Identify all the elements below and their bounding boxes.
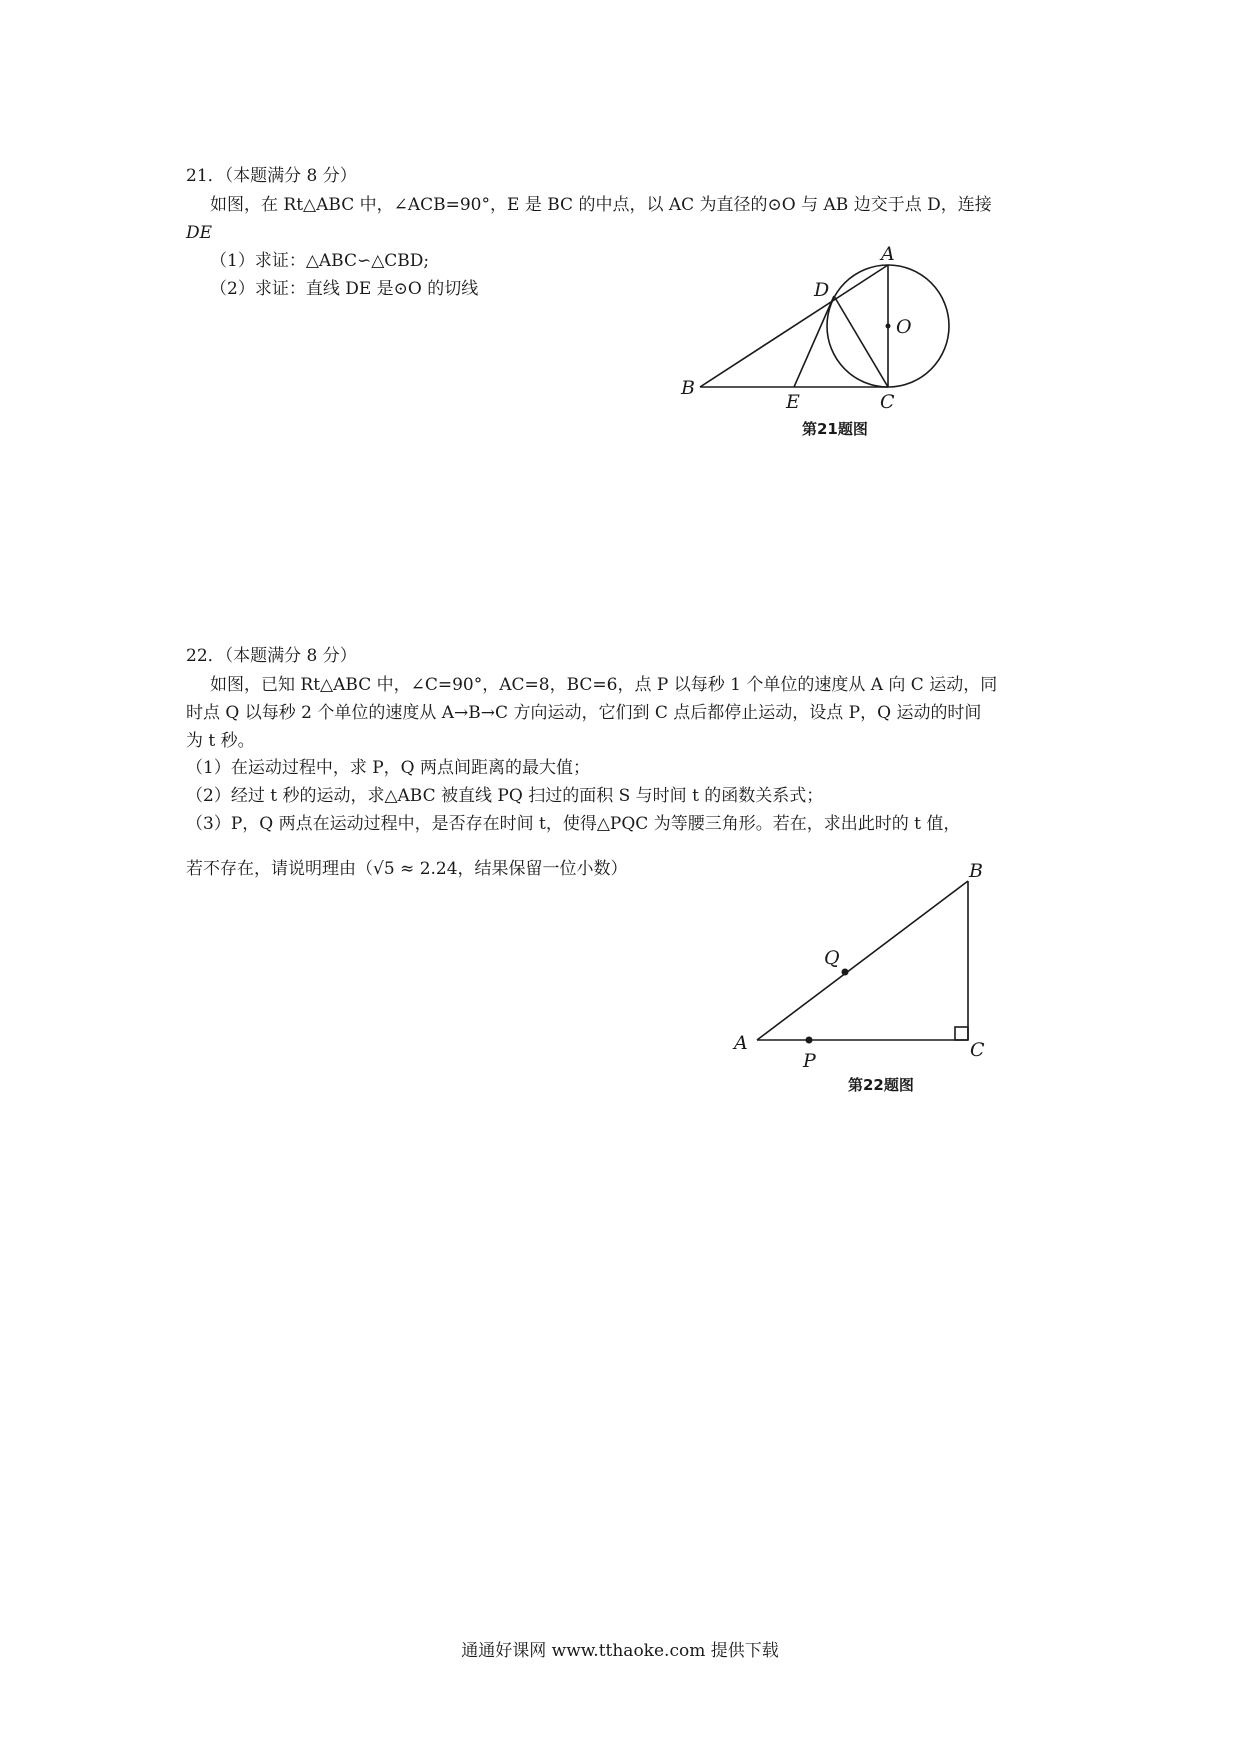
label-d: D — [814, 279, 830, 301]
point-p — [806, 1037, 813, 1044]
q22-part1: （1）在运动过程中，求 P，Q 两点间距离的最大值； — [186, 758, 590, 778]
q22-stem-line3: 为 t 秒。 — [186, 731, 255, 751]
q22-part3: （3）P，Q 两点在运动过程中，是否存在时间 t，使得△PQC 为等腰三角形。若在，求出此时的 t 值， — [186, 814, 961, 834]
q22-stem-line1: 如图，已知 Rt△ABC 中，∠C=90°，AC=8，BC=6，点 P 以每秒 1 个单位的速度从 A 向 C 运动，同 — [210, 675, 998, 695]
label-p: P — [803, 1050, 816, 1072]
label-a: A — [881, 243, 895, 265]
label-o: O — [896, 316, 912, 338]
footer-source: 通通好课网 www.tthaoke.com 提供下载 — [461, 1641, 779, 1661]
q22-part2: （2）经过 t 秒的运动，求△ABC 被直线 PQ 扫过的面积 S 与时间 t 的函数关系式； — [186, 786, 824, 806]
q22-header: 22．（本题满分 8 分） — [186, 646, 357, 666]
q22-caption: 第22题图 — [848, 1076, 914, 1094]
q22-part3-cont: 若不存在，请说明理由（√5 ≈ 2.24，结果保留一位小数） — [186, 859, 628, 879]
label-q: Q — [824, 947, 840, 969]
label-c: C — [880, 391, 895, 413]
q21-header: 21．（本题满分 8 分） — [186, 166, 357, 186]
segment-ab — [757, 881, 968, 1040]
q21-part2: （2）求证：直线 DE 是⊙O 的切线 — [210, 279, 479, 299]
label-a: A — [734, 1032, 748, 1054]
q21-stem-line2: DE — [186, 223, 213, 243]
right-angle-mark — [955, 1027, 968, 1040]
q21-caption: 第21题图 — [802, 420, 868, 438]
q22-stem-line2: 时点 Q 以每秒 2 个单位的速度从 A→B→C 方向运动，它们到 C 点后都停止运动，设点 P，Q 运动的时间 — [186, 703, 982, 723]
q21-stem-line1: 如图，在 Rt△ABC 中，∠ACB=90°，E 是 BC 的中点，以 AC 为直径的⊙O 与 AB 边交于点 D，连接 — [210, 195, 992, 215]
label-c: C — [970, 1039, 985, 1061]
q21-part1: （1）求证：△ABC∽△CBD; — [210, 251, 430, 271]
label-b: B — [681, 377, 695, 399]
label-e: E — [786, 391, 800, 413]
point-q — [842, 969, 849, 976]
label-b: B — [969, 860, 983, 882]
